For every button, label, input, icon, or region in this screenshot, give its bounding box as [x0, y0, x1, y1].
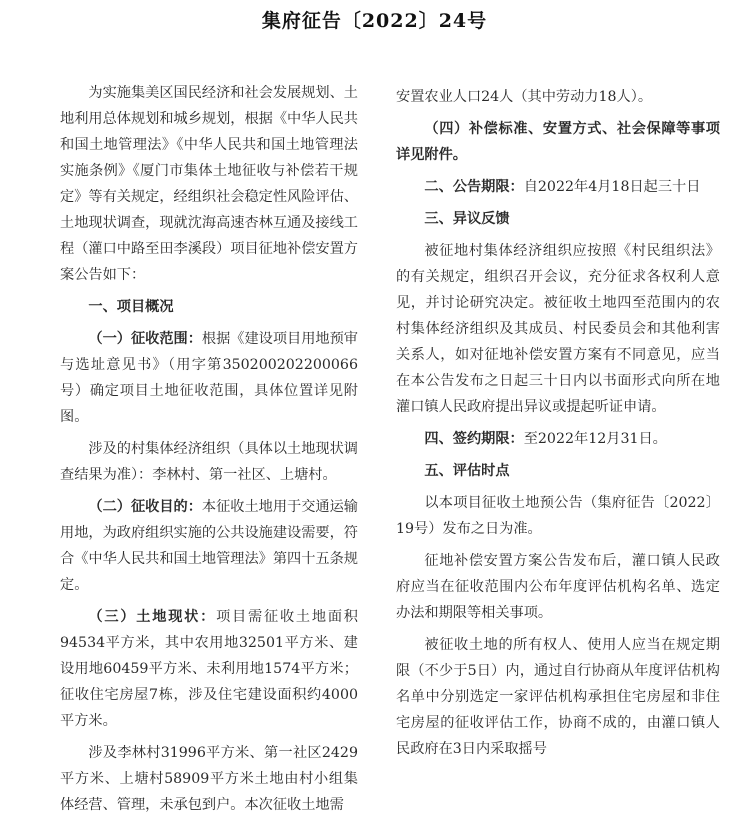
paragraph-valuation-date: 以本项目征收土地预公告（集府征告〔2022〕19号）发布之日为准。	[396, 495, 720, 537]
label-scope: （一）征收范围：	[88, 331, 202, 347]
right-column	[396, 84, 720, 768]
paragraph-purpose	[60, 494, 358, 598]
paragraph-notice-period	[396, 174, 720, 200]
label-compensation: （四）补偿标准、安置方式、社会保障等事项详见附件。	[396, 121, 720, 163]
paragraph-villages: 涉及的村集体经济组织（具体以土地现状调查结果为准）：李林村、第一社区、上塘村。	[60, 441, 358, 483]
label-notice-period: 二、公告期限：	[424, 179, 524, 195]
text-purpose: 本征收土地用于交通运输用地，为政府组织实施的公共设施建设需要，符合《中华人民共和国土地管理法》第四十五条规定。	[60, 499, 358, 593]
label-purpose: （二）征收目的：	[88, 499, 202, 515]
paragraph-appraisers-list: 征地补偿安置方案公告发布后，灌口镇人民政府应当在征收范围内公布年度评估机构名单、选定办法和期限等相关事项。	[396, 553, 720, 621]
text-land-status: 项目需征收土地面积94534平方米，其中农用地32501平方米、建设用地60459平方米、未利用地1574平方米；征收住宅房屋7栋，涉及住宅建设面积约4000平方米。	[60, 609, 358, 729]
text-notice-period: 自2022年4月18日起三十日	[523, 179, 701, 195]
paragraph-land-status	[60, 604, 358, 734]
text-scope: 根据《建设项目用地预审与选址意见书》（用字第350200202200066号）确定项目土地征收范围，具体位置详见附图。	[60, 331, 358, 425]
heading-valuation-date: 五、评估时点	[424, 463, 510, 479]
paragraph-intro: 为实施集美区国民经济和社会发展规划、土地利用总体规划和城乡规划，根据《中华人民共和国土地管理法》《中华人民共和国土地管理法实施条例》《厦门市集体土地征收与补偿若干规定》等有关规定，经组织社会稳定性风险评估、土地现状调查，现就沈海高速杏林互通及接线工程（灌口中路至田李溪段）项目征地补偿安置方案公告如下：	[60, 85, 358, 283]
paragraph-signing	[396, 426, 720, 452]
paragraph-appraiser-selection: 被征收土地的所有权人、使用人应当在规定期限（不少于5日）内，通过自行协商从年度评估机构名单中分别选定一家评估机构承担住宅房屋和非住宅房屋的征收评估工作，协商不成的，由灌口镇人民政府在3日内采取摇号	[396, 637, 720, 757]
text-signing: 至2022年12月31日。	[523, 431, 667, 447]
label-land-status: （三）土地现状：	[88, 609, 217, 625]
paragraph-compensation	[396, 116, 720, 168]
paragraph-objection: 被征地村集体经济组织应按照《村民组织法》的有关规定，组织召开会议，充分征求各权利人意见，并讨论研究决定。被征收土地四至范围内的农村集体经济组织及其成员、村民委员会和其他利害关系人，如对征地补偿安置方案有不同意见，应当在本公告发布之日起三十日内以书面形式向所在地灌口镇人民政府提出异议或提起听证申请。	[396, 243, 720, 415]
heading-objection: 三、异议反馈	[424, 211, 510, 227]
document-title: 集府征告〔2022〕24号	[261, 10, 488, 32]
heading-project-overview: 一、项目概况	[88, 299, 174, 315]
label-signing: 四、签约期限：	[424, 431, 524, 447]
paragraph-scope	[60, 326, 358, 430]
left-column	[60, 80, 358, 824]
paragraph-resettlement: 安置农业人口24人（其中劳动力18人）。	[396, 89, 653, 105]
paragraph-village-areas: 涉及李林村31996平方米、第一社区2429平方米、上塘村58909平方米土地由村小组集体经营、管理，未承包到户。本次征收土地需	[60, 745, 358, 813]
